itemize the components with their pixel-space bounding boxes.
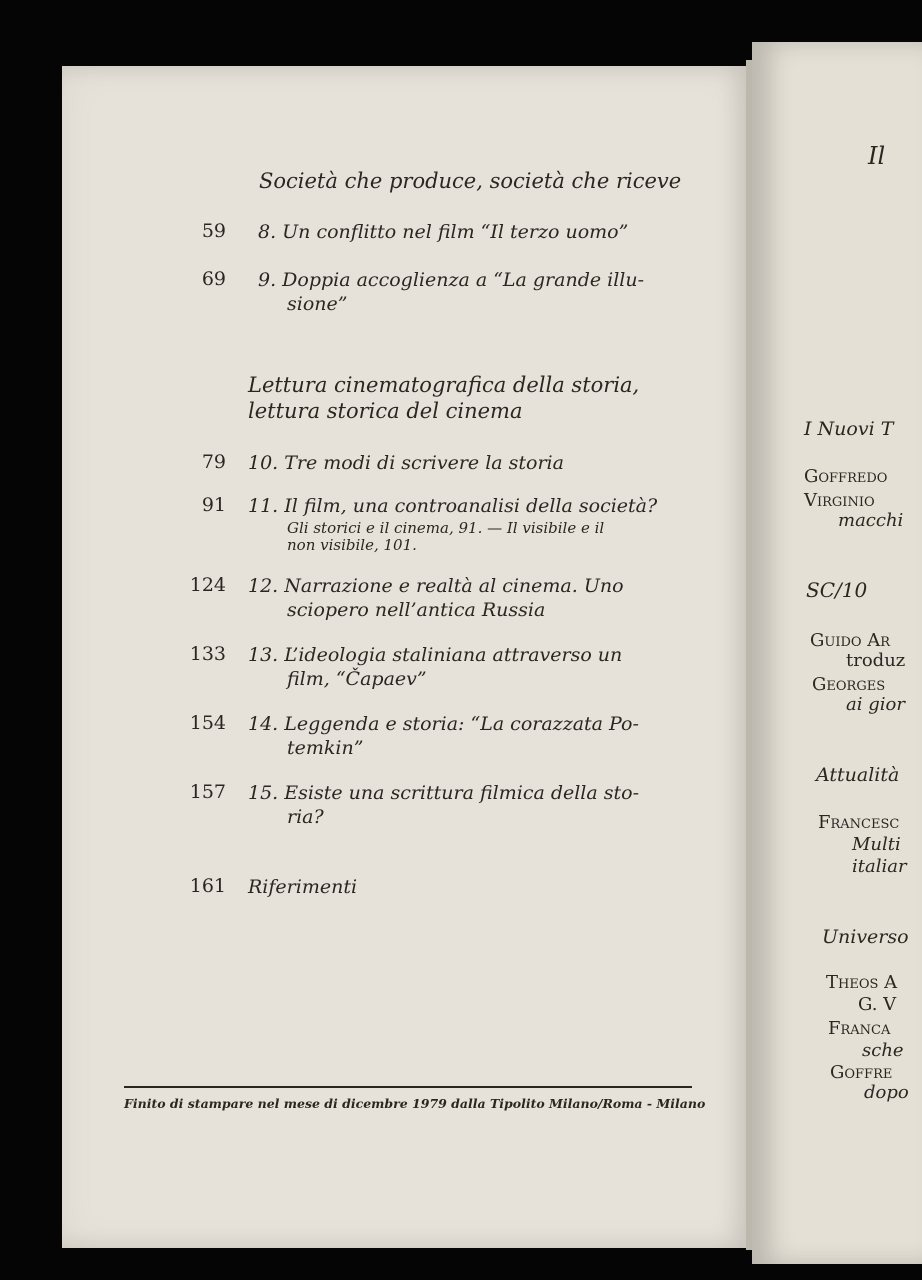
right-title-fragment: ai gior	[846, 694, 905, 715]
right-author: Georges	[812, 674, 886, 695]
right-section-title: Attualità	[816, 764, 900, 786]
right-title-fragment: dopo	[864, 1082, 909, 1103]
toc-entry-11-sub2: non visibile, 101.	[287, 536, 417, 554]
right-section-title: Universo	[822, 926, 909, 948]
right-author: Guido Ar	[810, 630, 891, 651]
toc-page-number: 79	[201, 451, 226, 473]
toc-entry-9-line2: sione”	[287, 293, 348, 315]
toc-page-number: 91	[201, 494, 226, 516]
toc-page-number: 133	[189, 643, 226, 665]
toc-entry-11-sub1: Gli storici e il cinema, 91. — Il visibile e il	[287, 519, 605, 537]
section-title-2-line1: Lettura cinematografica della storia,	[248, 373, 640, 397]
toc-entry-13-line1: 13. L’ideologia staliniana attraverso un	[248, 644, 623, 666]
right-title-fragment: macchi	[838, 510, 904, 531]
right-title-fragment: Multi	[852, 834, 901, 855]
right-author: G. V	[858, 994, 897, 1015]
section-title-2-line2: lettura storica del cinema	[248, 399, 523, 423]
toc-page-number: 157	[189, 781, 226, 803]
right-author: Virginio	[804, 490, 875, 511]
toc-entry-riferimenti: Riferimenti	[248, 876, 358, 898]
toc-entry-12-line1: 12. Narrazione e realtà al cinema. Uno	[248, 575, 624, 597]
toc-entry-9-line1: 9. Doppia accoglienza a “La grande illu-	[258, 269, 645, 291]
section-title-1: Società che produce, società che riceve	[259, 169, 682, 193]
toc-entry-8: 8. Un conflitto nel film “Il terzo uomo”	[258, 221, 629, 243]
toc-entry-11: 11. Il film, una controanalisi della società?	[248, 495, 658, 517]
right-page-header: Il	[868, 142, 886, 170]
right-author: Goffre	[830, 1062, 893, 1083]
toc-entry-13-line2: film, “Čapaev”	[287, 668, 427, 690]
right-title-fragment: sche	[862, 1040, 904, 1061]
toc-entry-14-line2: temkin”	[287, 737, 364, 759]
right-section-title: I Nuovi T	[804, 418, 894, 440]
toc-entry-12-line2: sciopero nell’antica Russia	[287, 599, 546, 621]
right-title-fragment: troduz	[846, 650, 906, 671]
toc-page-number: 154	[189, 712, 226, 734]
right-title-fragment: italiar	[852, 856, 907, 877]
right-author: Theos A	[826, 972, 898, 993]
toc-page-number: 124	[189, 574, 226, 596]
right-author: Goffredo	[804, 466, 888, 487]
colophon: Finito di stampare nel mese di dicembre 1979 dalla Tipolito Milano/Roma - Milano	[124, 1096, 706, 1111]
right-author: Franca	[828, 1018, 891, 1039]
toc-entry-14-line1: 14. Leggenda e storia: “La corazzata Po-	[248, 713, 639, 735]
right-section-title: SC/10	[806, 578, 868, 602]
toc-entry-15-line2: ria?	[287, 806, 324, 828]
toc-entry-10: 10. Tre modi di scrivere la storia	[248, 452, 564, 474]
toc-page-number: 59	[201, 220, 226, 242]
toc-page-number: 69	[201, 268, 226, 290]
right-author: Francesc	[818, 812, 900, 833]
toc-entry-15-line1: 15. Esiste una scrittura filmica della sto-	[248, 782, 639, 804]
toc-page-number: 161	[189, 875, 226, 897]
colophon-rule	[124, 1086, 692, 1088]
